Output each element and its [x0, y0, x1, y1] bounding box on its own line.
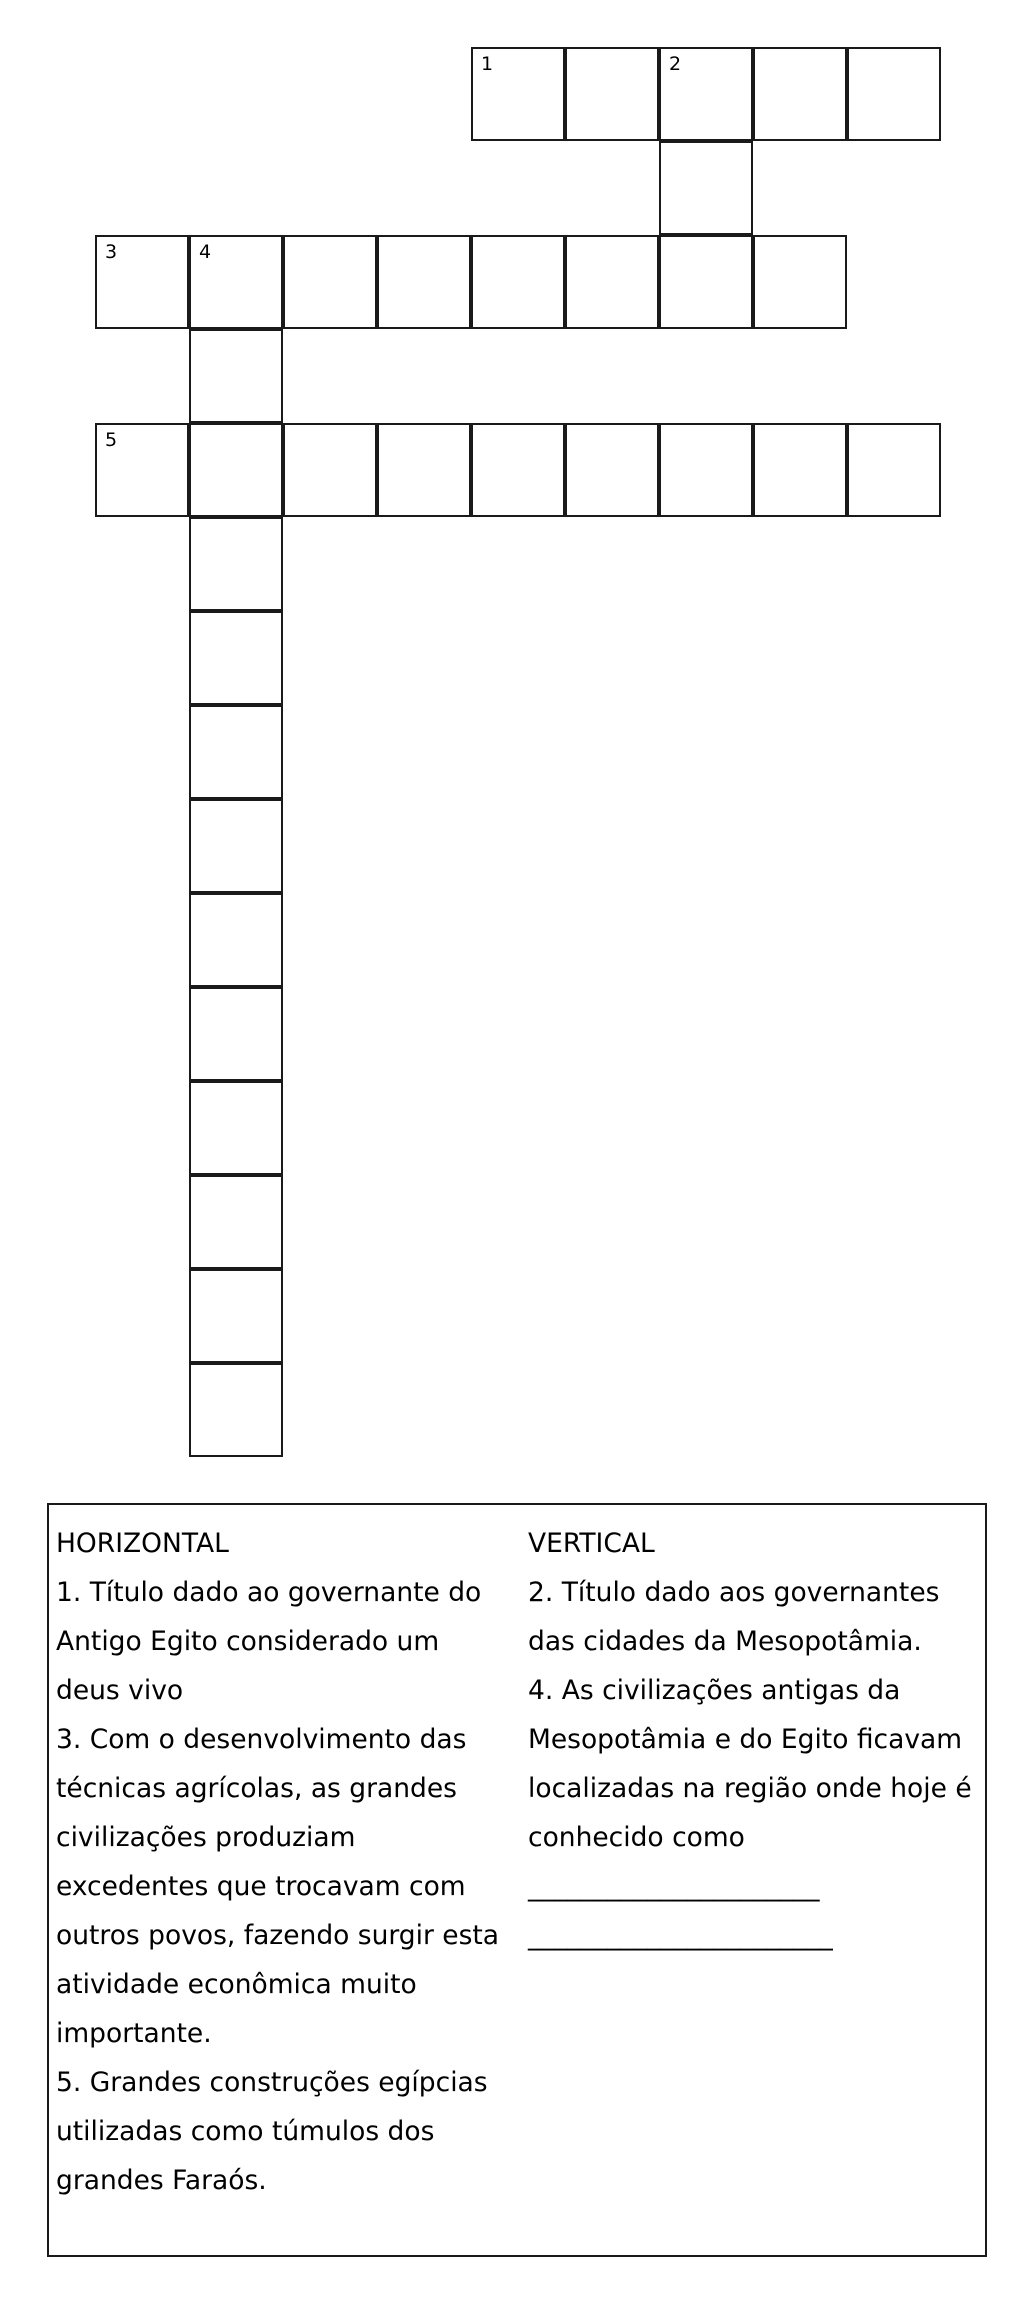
vertical-clues: [528, 1519, 983, 1960]
crossword-cell[interactable]: [189, 517, 283, 611]
clues-box: [47, 1503, 987, 2257]
crossword-cell[interactable]: [565, 423, 659, 517]
crossword-cell[interactable]: [847, 47, 941, 141]
answer-blank-line: ______________________: [528, 1871, 820, 1902]
clue-line: 5. Grandes construções egípcias: [56, 2067, 488, 2098]
crossword-cell[interactable]: [189, 611, 283, 705]
crossword-cell[interactable]: [753, 423, 847, 517]
clue-line: outros povos, fazendo surgir esta: [56, 1920, 500, 1951]
clue-line: das cidades da Mesopotâmia.: [528, 1626, 922, 1657]
crossword-cell[interactable]: [189, 1081, 283, 1175]
crossword-cell[interactable]: [471, 235, 565, 329]
clue-line: Mesopotâmia e do Egito ficavam: [528, 1724, 963, 1755]
clue-line: atividade econômica muito: [56, 1969, 417, 2000]
crossword-cell[interactable]: [283, 235, 377, 329]
crossword-cell[interactable]: [189, 893, 283, 987]
clue-line: deus vivo: [56, 1675, 184, 1706]
clue-line: Antigo Egito considerado um: [56, 1626, 440, 1657]
crossword-cell[interactable]: [659, 423, 753, 517]
crossword-cell[interactable]: [565, 235, 659, 329]
crossword-cell[interactable]: [471, 47, 565, 141]
clue-line: 3. Com o desenvolvimento das: [56, 1724, 467, 1755]
crossword-cell[interactable]: [189, 423, 283, 517]
answer-blank-line: _______________________: [528, 1920, 833, 1951]
crossword-cell[interactable]: [189, 235, 283, 329]
crossword-cell[interactable]: [471, 423, 565, 517]
crossword-cell[interactable]: [283, 423, 377, 517]
crossword-cell[interactable]: [753, 235, 847, 329]
clue-line: civilizações produziam: [56, 1822, 356, 1853]
crossword-cell[interactable]: [189, 987, 283, 1081]
crossword-cell[interactable]: [95, 423, 189, 517]
crossword-cell[interactable]: [95, 235, 189, 329]
crossword-cell[interactable]: [659, 235, 753, 329]
crossword-cell[interactable]: [659, 47, 753, 141]
clue-line: grandes Faraós.: [56, 2165, 267, 2196]
clue-line: técnicas agrícolas, as grandes: [56, 1773, 457, 1804]
clue-line: 1. Título dado ao governante do: [56, 1577, 482, 1608]
clue-number: 1: [481, 53, 494, 75]
crossword-cell[interactable]: [189, 1363, 283, 1457]
crossword-cell[interactable]: [565, 47, 659, 141]
crossword-cell[interactable]: [189, 799, 283, 893]
horizontal-heading: HORIZONTAL: [56, 1528, 229, 1559]
clue-line: excedentes que trocavam com: [56, 1871, 466, 1902]
clue-number: 5: [105, 429, 118, 451]
vertical-heading: VERTICAL: [528, 1528, 655, 1559]
crossword-cell[interactable]: [659, 141, 753, 235]
clue-line: importante.: [56, 2018, 212, 2049]
crossword-cell[interactable]: [753, 47, 847, 141]
clue-line: conhecido como: [528, 1822, 745, 1853]
crossword-cell[interactable]: [189, 705, 283, 799]
clue-number: 2: [669, 53, 682, 75]
crossword-cell[interactable]: [377, 423, 471, 517]
clue-number: 4: [199, 241, 212, 263]
crossword-cell[interactable]: [377, 235, 471, 329]
clue-line: localizadas na região onde hoje é: [528, 1773, 972, 1804]
clue-line: 4. As civilizações antigas da: [528, 1675, 901, 1706]
crossword-cell[interactable]: [189, 1269, 283, 1363]
horizontal-clues: [56, 1519, 521, 2205]
clue-number: 3: [105, 241, 118, 263]
crossword-cell[interactable]: [189, 1175, 283, 1269]
crossword-cell[interactable]: [847, 423, 941, 517]
clue-line: 2. Título dado aos governantes: [528, 1577, 940, 1608]
clue-line: utilizadas como túmulos dos: [56, 2116, 435, 2147]
crossword-cell[interactable]: [189, 329, 283, 423]
